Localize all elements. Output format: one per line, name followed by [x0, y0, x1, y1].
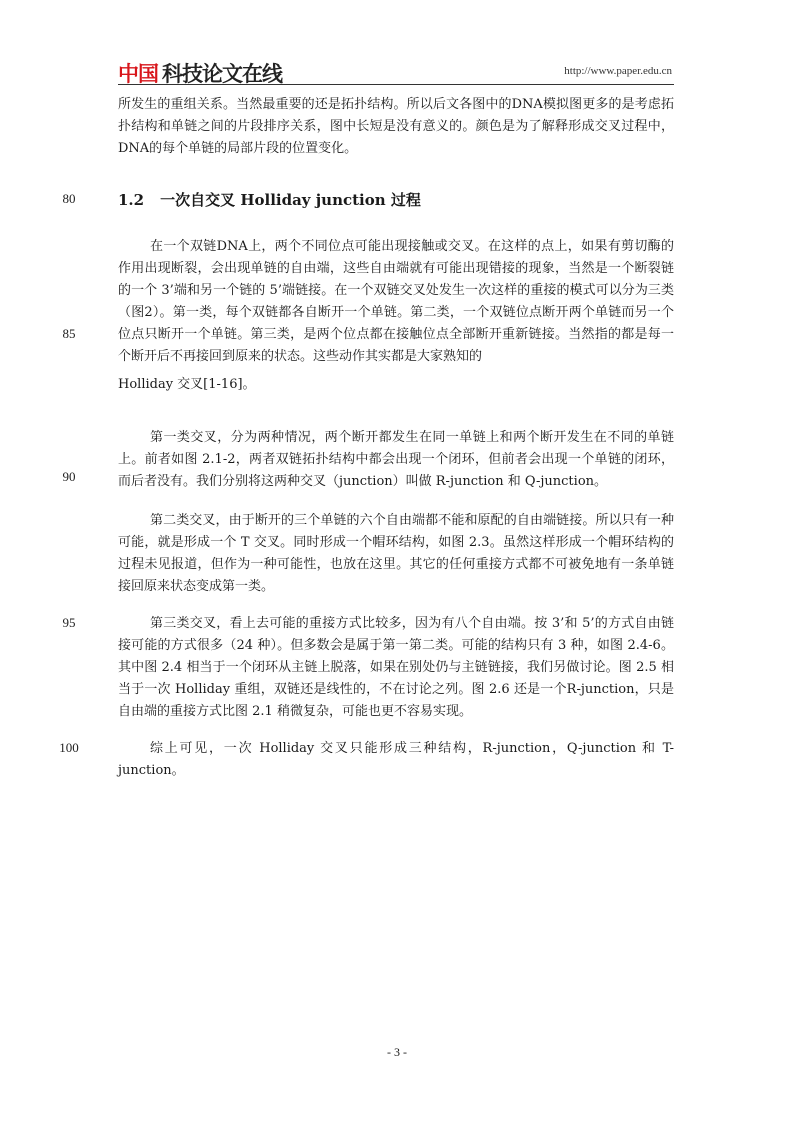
logo-red-text: 中国 [118, 62, 158, 86]
logo-dark-text: 科技论文在线 [162, 62, 282, 86]
line-number-95: 95 [62, 615, 76, 630]
page-header [118, 56, 674, 85]
paragraph-2: 第一类交叉，分为两种情况，两个断开都发生在同一单链上和两个断开发生在不同的单链上。前者如图 2.1-2，两者双链拓扑结构中都会出现一个闭环，但前者会出现一个单链的闭环，而后者没有。我们分别将这两种交叉（junction）叫做 R-junction 和 Q-junction。 [118, 430, 674, 489]
section-number: 1.2 [118, 191, 145, 209]
header-url: http://www.paper.edu.cn [564, 65, 672, 77]
paragraph-intro: 所发生的重组关系。当然最重要的还是拓扑结构。所以后文各图中的DNA模拟图更多的是考虑拓扑结构和单链之间的片段排序关系，图中长短是没有意义的。颜色是为了解释形成交叉过程中，DNA的每个单链的局部片段的位置变化。 [118, 97, 674, 156]
line-number-100: 100 [59, 740, 79, 755]
paragraph-5: 综上可见，一次 Holliday 交叉只能形成三种结构，R-junction，Q-junction 和 T-junction。 [118, 741, 674, 778]
section-title: 一次自交叉 Holliday junction 过程 [160, 191, 421, 209]
paragraph-3: 第二类交叉，由于断开的三个单链的六个自由端都不能和原配的自由端链接。所以只有一种可能，就是形成一个 T 交叉。同时形成一个帽环结构，如图 2.3。虽然这样形成一个帽环结构的过程未见报道，但作为一种可能性，也放在这里。其它的任何重接方式都不可被免地有一条单链接回原来状态变成第一类。 [118, 513, 674, 594]
section-heading [118, 189, 421, 210]
page-number: - 3 - [387, 1045, 407, 1059]
paragraph-1-tail: Holliday 交叉[1-16]。 [118, 377, 256, 392]
paragraph-1: 在一个双链DNA上，两个不同位点可能出现接触或交叉。在这样的点上，如果有剪切酶的作用出现断裂，会出现单链的自由端，这些自由端就有可能出现错接的现象，当然是一个断裂链的一个 3’端和另一个链的 5’端链接。在一个双链交叉处发生一次这样的重接的模式可以分为三类（图2）。第一类，每个双链都各自断开一个单链。第二类，一个双链位点断开两个单链而另一个位点只断开一个单链。第三类，是两个位点都在接触位点全部断开重新链接。当然指的都是每一个断开后不再接回到原来的状态。这些动作其实都是大家熟知的 [118, 239, 674, 364]
line-number-85: 85 [62, 326, 76, 341]
line-number-80: 80 [62, 191, 76, 206]
paragraph-4: 第三类交叉，看上去可能的重接方式比较多，因为有八个自由端。按 3’和 5’的方式自由链接可能的方式很多（24 种）。但多数会是属于第一第二类。可能的结构只有 3 种，如图 2.4-6。其中图 2.4 相当于一个闭环从主链上脱落，如果在别处仍与主链链接，我们另做讨论。图 2.5 相当于一次 Holliday 重组，双链还是线性的，不在讨论之列。图 2.6 还是一个R-junction，只是自由端的重接方式比图 2.1 稍微复杂，可能也更不容易实现。 [118, 616, 674, 719]
line-number-90: 90 [62, 469, 76, 484]
